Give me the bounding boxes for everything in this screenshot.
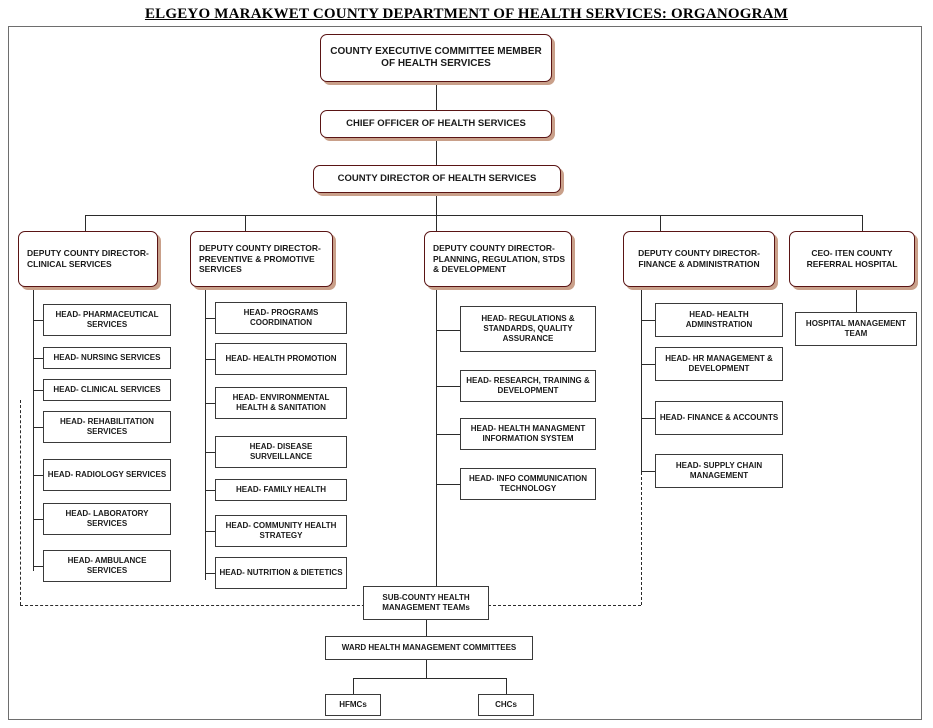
connector-drop-planning bbox=[436, 215, 437, 231]
connector-drop-chcs bbox=[506, 678, 507, 694]
connector-tick-preventive-1 bbox=[205, 318, 215, 319]
page-title: ELGEYO MARAKWET COUNTY DEPARTMENT OF HEALTH SERVICES: ORGANOGRAM bbox=[144, 6, 789, 22]
node-head-community-health-strategy: HEAD- COMMUNITY HEALTH STRATEGY bbox=[215, 515, 347, 547]
connector-branch-bus bbox=[85, 215, 862, 216]
connector-tick-finance-2 bbox=[641, 364, 655, 365]
node-head-radiology-services: HEAD- RADIOLOGY SERVICES bbox=[43, 459, 171, 491]
branch-head-planning-regulation: DEPUTY COUNTY DIRECTOR- PLANNING, REGULATION, STDS & DEVELOPMENT bbox=[424, 231, 572, 287]
node-head-rehabilitation-services: HEAD- REHABILITATION SERVICES bbox=[43, 411, 171, 443]
dashed-connector-left-vertical bbox=[20, 400, 21, 605]
connector-chief-to-director bbox=[436, 138, 437, 165]
connector-drop-finance bbox=[660, 215, 661, 231]
node-ward-health-management-committees: WARD HEALTH MANAGEMENT COMMITTEES bbox=[325, 636, 533, 660]
connector-tick-clinical-7 bbox=[33, 566, 43, 567]
branch-head-ceo-referral-hospital: CEO- ITEN COUNTY REFERRAL HOSPITAL bbox=[789, 231, 915, 287]
connector-tick-preventive-3 bbox=[205, 403, 215, 404]
connector-tick-clinical-5 bbox=[33, 475, 43, 476]
connector-director-stem bbox=[436, 193, 437, 215]
connector-tick-clinical-4 bbox=[33, 427, 43, 428]
node-county-director: COUNTY DIRECTOR OF HEALTH SERVICES bbox=[313, 165, 561, 193]
node-head-hr-management-development: HEAD- HR MANAGEMENT & DEVELOPMENT bbox=[655, 347, 783, 381]
node-head-info-communication-technology: HEAD- INFO COMMUNICATION TECHNOLOGY bbox=[460, 468, 596, 500]
node-head-environmental-health-sanitation: HEAD- ENVIRONMENTAL HEALTH & SANITATION bbox=[215, 387, 347, 419]
connector-tick-planning-3 bbox=[436, 434, 460, 435]
node-head-health-management-information-system: HEAD- HEALTH MANAGMENT INFORMATION SYSTEM bbox=[460, 418, 596, 450]
connector-drop-preventive bbox=[245, 215, 246, 231]
node-head-laboratory-services: HEAD- LABORATORY SERVICES bbox=[43, 503, 171, 535]
node-head-programs-coordination: HEAD- PROGRAMS COORDINATION bbox=[215, 302, 347, 334]
connector-spine-finance bbox=[641, 287, 642, 472]
connector-tick-preventive-5 bbox=[205, 490, 215, 491]
connector-drop-ceo bbox=[862, 215, 863, 231]
branch-head-finance-administration: DEPUTY COUNTY DIRECTOR- FINANCE & ADMINISTRATION bbox=[623, 231, 775, 287]
connector-spine-preventive bbox=[205, 287, 206, 580]
node-head-regulations-standards-qa: HEAD- REGULATIONS & STANDARDS, QUALITY ASSURANCE bbox=[460, 306, 596, 352]
node-county-executive-committee: COUNTY EXECUTIVE COMMITTEE MEMBER OF HEALTH SERVICES bbox=[320, 34, 552, 82]
node-chief-officer: CHIEF OFFICER OF HEALTH SERVICES bbox=[320, 110, 552, 138]
connector-ceo-to-hmt bbox=[856, 287, 857, 312]
connector-ward-bus bbox=[353, 678, 506, 679]
connector-spine-clinical bbox=[33, 287, 34, 571]
node-head-health-promotion: HEAD- HEALTH PROMOTION bbox=[215, 343, 347, 375]
connector-tick-preventive-2 bbox=[205, 359, 215, 360]
connector-tick-clinical-2 bbox=[33, 358, 43, 359]
connector-drop-clinical bbox=[85, 215, 86, 231]
branch-head-clinical-services: DEPUTY COUNTY DIRECTOR- CLINICAL SERVICES bbox=[18, 231, 158, 287]
node-head-family-health: HEAD- FAMILY HEALTH bbox=[215, 479, 347, 501]
dashed-connector-right-horizontal bbox=[488, 605, 641, 606]
node-head-clinical-services: HEAD- CLINICAL SERVICES bbox=[43, 379, 171, 401]
node-head-research-training-development: HEAD- RESEARCH, TRAINING & DEVELOPMENT bbox=[460, 370, 596, 402]
node-sub-county-health-management-teams: SUB-COUNTY HEALTH MANAGEMENT TEAMs bbox=[363, 586, 489, 620]
node-hfmcs: HFMCs bbox=[325, 694, 381, 716]
connector-ward-stem bbox=[426, 660, 427, 678]
node-head-ambulance-services: HEAD- AMBULANCE SERVICES bbox=[43, 550, 171, 582]
connector-tick-finance-4 bbox=[641, 471, 655, 472]
connector-tick-preventive-4 bbox=[205, 452, 215, 453]
connector-tick-preventive-7 bbox=[205, 573, 215, 574]
connector-tick-clinical-3 bbox=[33, 390, 43, 391]
dashed-connector-left-horizontal bbox=[20, 605, 375, 606]
node-head-nutrition-dietetics: HEAD- NUTRITION & DIETETICS bbox=[215, 557, 347, 589]
node-chcs: CHCs bbox=[478, 694, 534, 716]
connector-spine-planning bbox=[436, 287, 437, 587]
dashed-connector-right-vertical bbox=[641, 472, 642, 605]
node-head-finance-accounts: HEAD- FINANCE & ACCOUNTS bbox=[655, 401, 783, 435]
connector-tick-finance-1 bbox=[641, 320, 655, 321]
node-hospital-management-team: HOSPITAL MANAGEMENT TEAM bbox=[795, 312, 917, 346]
connector-tick-finance-3 bbox=[641, 418, 655, 419]
connector-tick-clinical-1 bbox=[33, 320, 43, 321]
connector-tick-planning-1 bbox=[436, 330, 460, 331]
connector-tick-planning-2 bbox=[436, 386, 460, 387]
connector-exec-to-chief bbox=[436, 82, 437, 110]
connector-drop-hfmcs bbox=[353, 678, 354, 694]
connector-tick-planning-4 bbox=[436, 484, 460, 485]
connector-tick-clinical-6 bbox=[33, 519, 43, 520]
branch-head-preventive-promotive: DEPUTY COUNTY DIRECTOR- PREVENTIVE & PROMOTIVE SERVICES bbox=[190, 231, 333, 287]
node-head-disease-surveillance: HEAD- DISEASE SURVEILLANCE bbox=[215, 436, 347, 468]
connector-subcounty-to-ward bbox=[426, 620, 427, 636]
connector-tick-preventive-6 bbox=[205, 531, 215, 532]
node-head-health-administration: HEAD- HEALTH ADMINSTRATION bbox=[655, 303, 783, 337]
node-head-supply-chain-management: HEAD- SUPPLY CHAIN MANAGEMENT bbox=[655, 454, 783, 488]
node-head-pharmaceutical-services: HEAD- PHARMACEUTICAL SERVICES bbox=[43, 304, 171, 336]
node-head-nursing-services: HEAD- NURSING SERVICES bbox=[43, 347, 171, 369]
